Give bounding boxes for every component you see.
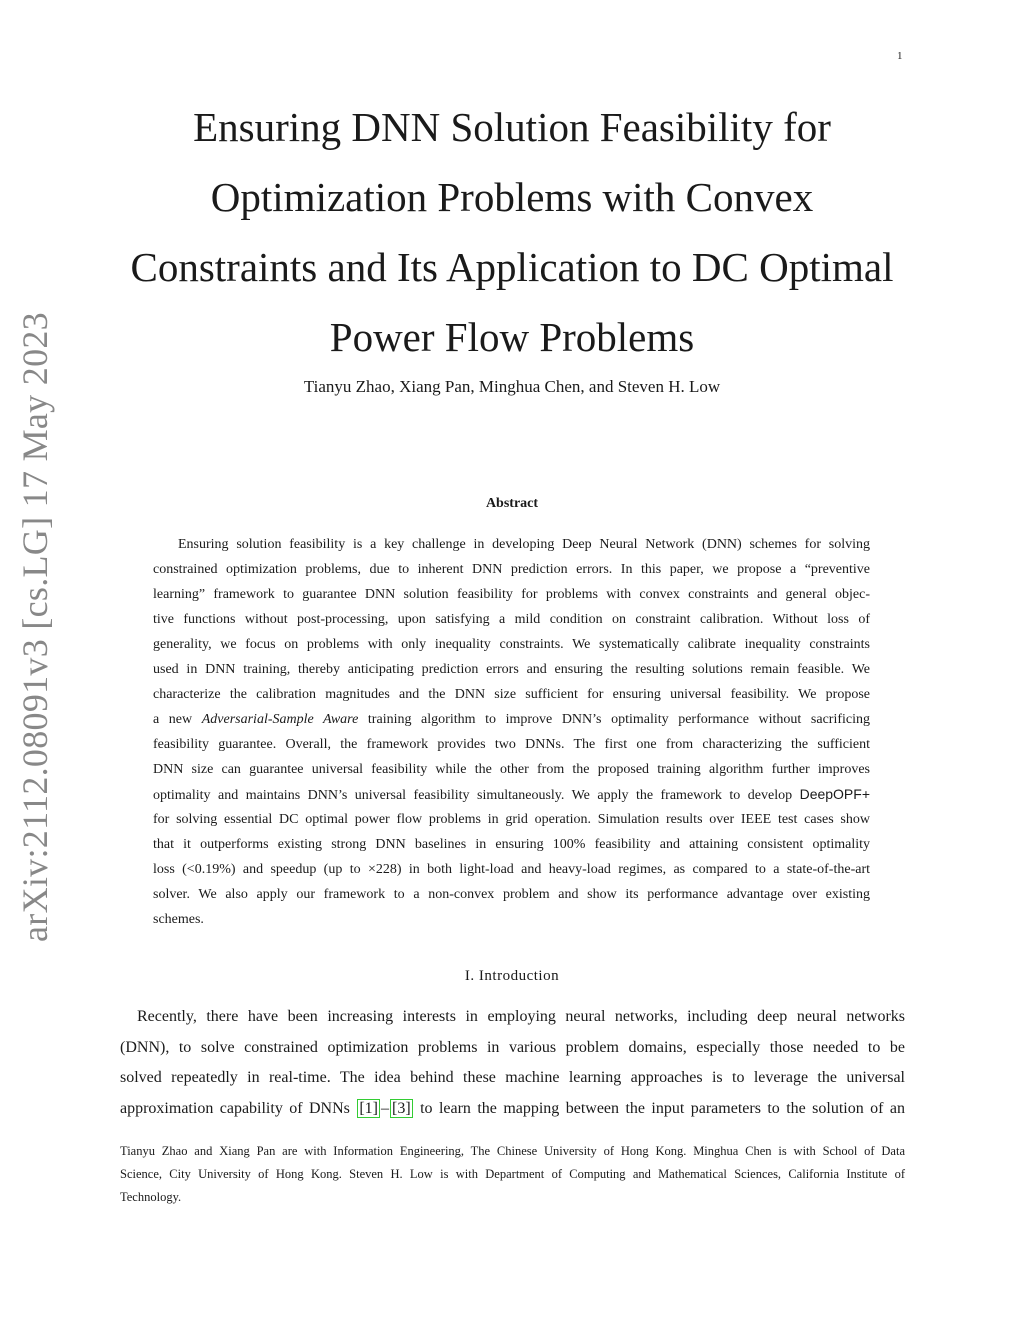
abstract-body [153,532,870,932]
abstract-line: tive functions without post-processing, upon satisfying a mild condition on constraint calibration. Without loss of [153,612,870,627]
abstract-line: solver. We also apply our framework to a non-convex problem and show its performance advantage over existing [153,887,870,902]
paper-title [100,92,924,372]
footnote-line: Technology. [120,1190,182,1204]
introduction-paragraph [120,1002,905,1124]
citation-link[interactable]: [3] [391,1099,411,1117]
abstract-line: characterize the calibration magnitudes and the DNN size sufficient for ensuring universal feasibility. We propose [153,687,870,702]
citation-link[interactable]: [1] [359,1099,378,1117]
arxiv-identifier: arXiv:2112.08091v3 [cs.LG] 17 May 2023 [15,312,55,942]
body-text: to learn the mapping between the input parameters to the solution of an [420,1099,906,1117]
citation-dash: – [380,1099,389,1117]
footnote-line: Science, City University of Hong Kong. Steven H. Low is with Department of Computing and Mathematical Sciences, California Institute of [120,1167,905,1181]
abstract-line [153,707,870,732]
title-line: Ensuring DNN Solution Feasibility for [193,104,831,150]
title-line: Constraints and Its Application to DC Optimal [130,244,894,290]
body-line: solved repeatedly in real-time. The idea behind these machine learning approaches is to leverage the universal [120,1069,905,1086]
abstract-text: optimality and maintains DNN’s universal feasibility simultaneously. We apply the framework to develop [153,788,793,803]
abstract-line: schemes. [153,912,204,927]
author-affiliation-footnote [120,1140,905,1209]
abstract-heading: Abstract [485,496,539,511]
abstract-line [153,782,870,807]
author-list: Tianyu Zhao, Xiang Pan, Minghua Chen, and Steven H. Low [303,377,721,396]
abstract-line: that it outperforms existing strong DNN baselines in ensuring 100% feasibility and attaining consistent optimality [153,837,870,852]
abstract-line: generality, we focus on problems with only inequality constraints. We systematically calibrate inequality constraints [153,637,870,652]
section-heading: I. Introduction [464,968,560,984]
abstract-line: feasibility guarantee. Overall, the framework provides two DNNs. The first one from characterizing the sufficient [153,737,870,752]
body-line [120,1094,905,1125]
abstract-line: used in DNN training, thereby anticipating prediction errors and ensuring the resulting solutions remain feasible. We [153,662,870,677]
abstract-line: constrained optimization problems, due to inherent DNN prediction errors. In this paper, we propose a “preventive [153,562,870,577]
title-line: Optimization Problems with Convex [210,174,814,220]
body-text: approximation capability of DNNs [120,1099,350,1117]
abstract-text: a new [153,712,193,727]
body-line: Recently, there have been increasing interests in employing neural networks, including deep neural networks [137,1008,905,1025]
body-line: (DNN), to solve constrained optimization problems in various problem domains, especially those needed to be [120,1038,905,1056]
algorithm-name: Adversarial-Sample Aware [201,712,359,727]
abstract-line: for solving essential DC optimal power flow problems in grid operation. Simulation results over IEEE test cases show [153,812,870,827]
title-line: Power Flow Problems [329,314,695,360]
page-number: 1 [897,50,903,62]
abstract-line: Ensuring solution feasibility is a key challenge in developing Deep Neural Network (DNN) schemes for solving [178,537,870,552]
system-name: DeepOPF+ [799,786,871,802]
abstract-line: learning” framework to guarantee DNN solution feasibility for problems with convex constraints and general objec- [153,587,870,602]
footnote-line: Tianyu Zhao and Xiang Pan are with Information Engineering, The Chinese University of Hong Kong. Minghua Chen is with School of Data [120,1144,905,1158]
abstract-line: DNN size can guarantee universal feasibility while the other from the proposed training algorithm further improves [153,762,870,777]
abstract-line: loss (<0.19%) and speedup (up to ×228) in both light-load and heavy-load regimes, as compared to a state-of-the-art [153,862,870,877]
abstract-text: training algorithm to improve DNN’s optimality performance without sacrificing [367,712,871,727]
